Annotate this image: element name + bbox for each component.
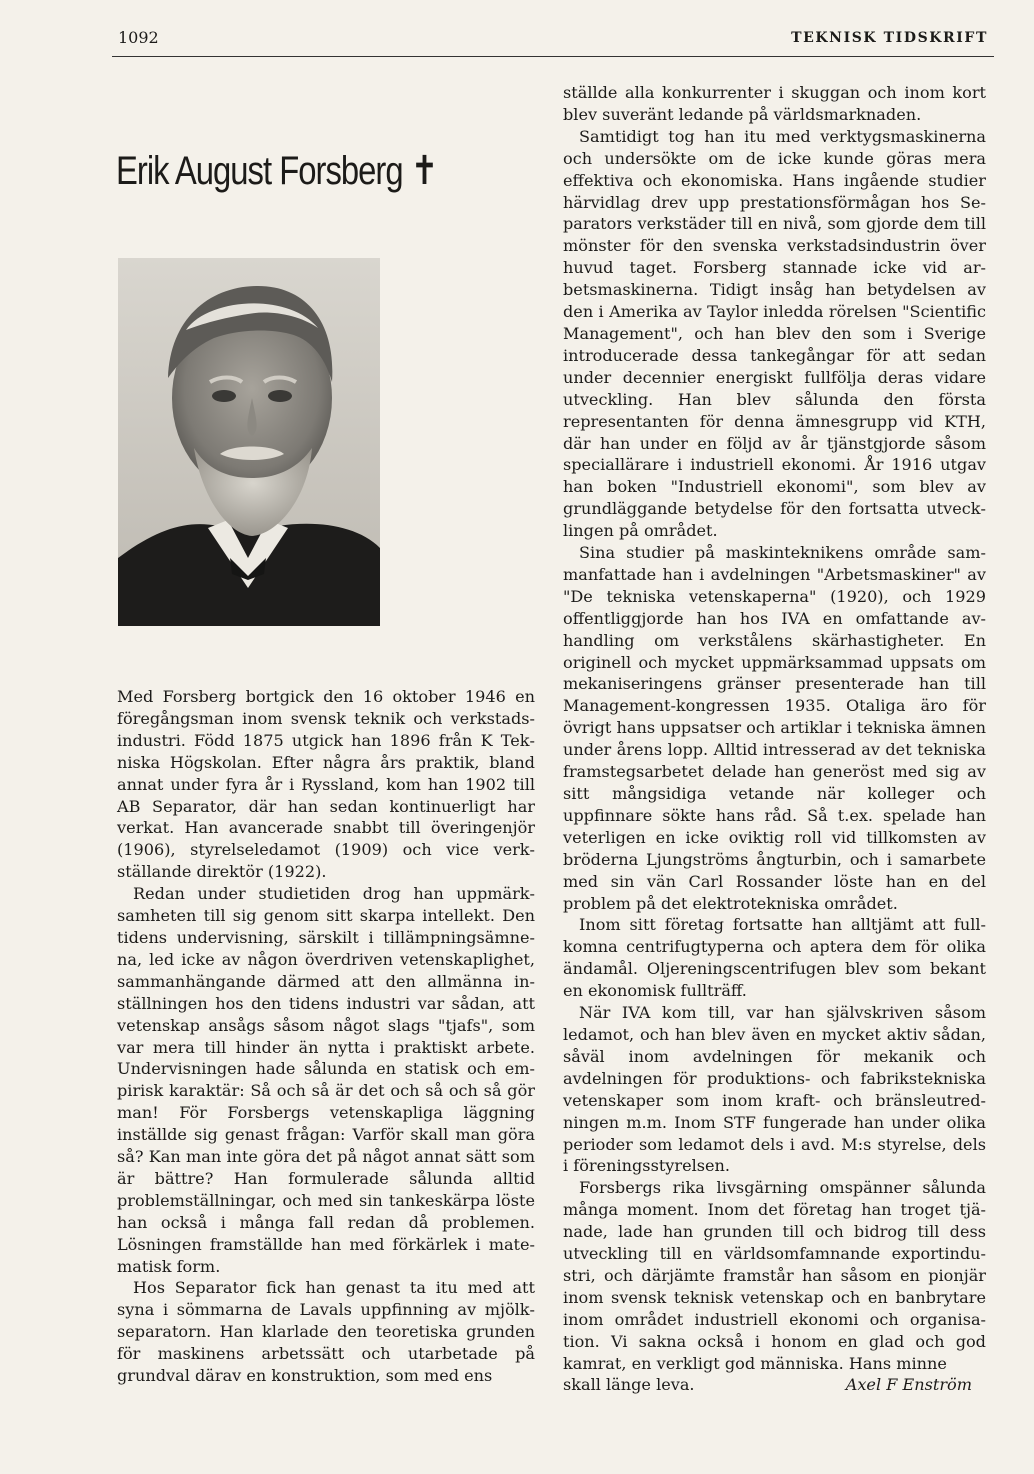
paragraph: Sina studier på maskinteknikens område sammanfattade han i avdelningen "Arbetsmaskiner" av "De tekniska vetenskaperna" (1920), och 1929 offentliggjorde han hos IVA en omfattande avhandling om verkstålens skärhastigheter. En originell och mycket uppmärksammad uppsats om mekaniseringens gränser presenterade han till Management-kongressen 1935. Otaliga äro för övrigt hans uppsatser och artiklar i tekniska ämnen under årens lopp. Alltid intresserad av det tekniska framstegsarbetet delade han generöst med sig av sitt mångsidiga vetande när kolleger och uppfinnare sökte hans råd. Så t.ex. spelade han veterligen en icke oviktig roll vid tillkomsten av bröderna Ljungströms ångturbin, och i samarbete med sin vän Carl Rossander löste han en del problem på det elektrotekniska området. [563,543,986,913]
paragraph: Redan under studietiden drog han uppmärksamheten till sig genom sitt skarpa intellekt. Den tidens undervisning, särskilt i tillämpningsämnena, led icke av någon överdriven vetenskaplighet, sammanhängande därmed att den allmänna inställningen hos den tidens industri var sådan, att vetenskap ansågs såsom något slags "tjafs", som var mera till hinder än nytta i praktiskt arbete. Undervisningen hade sålunda en statisk och empirisk karaktär: Så och så är det och så och så gör man! För Forsbergs vetenskapliga läggning inställde sig genast frågan: Varför skall man göra så? Kan man inte göra det på något annat sätt som är bättre? Han formulerade sålunda alltid problemställningar, och med sin tankeskärpa löste han också i många fall redan då problemen. Lösningen framställde han med förkärlek i matematisk form. [117,884,535,1276]
right-column [563,82,986,1396]
paragraph: Forsbergs rika livsgärning omspänner sålunda många moment. Inom det företag han troget tjänade, lade han grunden till och bidrog till dess utveckling till en världsomfamnande exportindustri, och därjämte framstår han såsom en pionjär inom svensk teknisk vetenskap och en banbrytare inom området industriell ekonomi och organisation. Vi sakna också i honom en glad och god kamrat, en verkligt god människa. Hans minne [563,1178,986,1373]
closing-text: skall länge leva. [563,1375,695,1395]
paragraph: Samtidigt tog han itu med verktygsmaskinerna och undersökte om de icke kunde göras mera effektiva och ekonomiska. Hans ingående studier härvidlag drev upp prestationsförmågan hos Separators verkstäder till en nivå, som gjorde dem till mönster för den svenska verkstadsindustrin över huvud taget. Forsberg stannade icke vid arbetsmaskinerna. Tidigt insåg han betydelsen av den i Amerika av Taylor inledda rörelsen "Scientific Management", och han blev den som i Sverige introducerade dessa tankegångar för att sedan under decennier energiskt fullfölja deras vidare utveckling. Han blev sålunda den första representanten för denna ämnesgrupp vid KTH, där han under en följd av år tjänstgjorde såsom speciallärare i industriell ekonomi. År 1916 utgav han boken "Industriell ekonomi", som blev av grundläggande betydelse för den fortsatta utvecklingen på området. [563,126,986,541]
author-signature: Axel F Enström [845,1375,972,1395]
paragraph: Inom sitt företag fortsatte han alltjämt att fullkomna centrifugtyperna och aptera dem för olika ändamål. Oljereningscentrifugen blev som bekant en ekonomisk fullträff. [563,915,986,1001]
paragraph: ställde alla konkurrenter i skuggan och inom kort blev suveränt ledande på världsmarknaden. [563,83,986,124]
paragraph: När IVA kom till, var han självskriven såsom ledamot, och han blev även en mycket aktiv sådan, såväl inom avdelningen för mekanik och avdelningen för produktions- och fabrikstekniska vetenskaper som inom kraft- och bränsleutredningen m.m. Inom STF fungerade han under olika perioder som ledamot dels i avd. M:s styrelse, dels i föreningsstyrelsen. [563,1003,986,1176]
header-rule [112,56,994,57]
article-title: Erik August Forsberg ✝ [116,149,438,193]
journal-title: TEKNISK TIDSKRIFT [791,30,988,46]
paragraph: Hos Separator fick han genast ta itu med att syna i sömmarna de Lavals uppfinning av mjölkseparatorn. Han klarlade den teoretiska grunden för maskinens arbetssätt och utarbetade på grundval därav en konstruktion, som med ens [117,1278,535,1386]
left-column [117,686,535,1387]
paragraph: Med Forsberg bortgick den 16 oktober 1946 en föregångsman inom svensk teknik och verkstadsindustri. Född 1875 utgick han 1896 från K Tekniska Högskolan. Efter några års praktik, bland annat under fyra år i Ryssland, kom han 1902 till AB Separator, där han sedan kontinuerligt har verkat. Han avancerade snabbt till överingenjör (1906), styrelseledamot (1909) och vice verkställande direktör (1922). [117,687,535,882]
page-number: 1092 [118,28,159,47]
portrait-photo [118,258,380,626]
signature-line [563,1374,986,1396]
